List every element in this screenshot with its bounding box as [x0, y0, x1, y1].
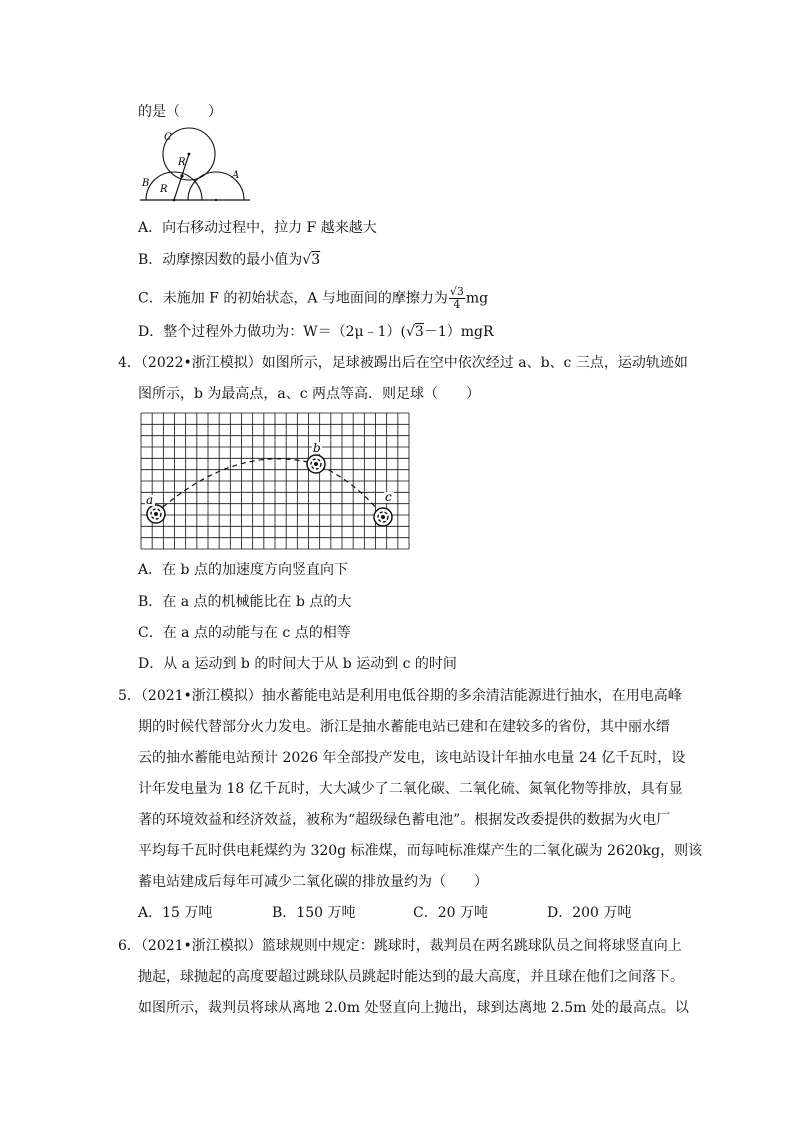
q5-stem-line7: 蓄电站建成后每年可减少二氧化碳的排放量约为（ ）: [138, 874, 488, 890]
q5-choices: [138, 902, 658, 922]
q5-choice-d: D．200 万吨: [547, 905, 632, 921]
label-r-top: R: [178, 157, 186, 168]
q3-option-b-sqrt: 3: [311, 252, 321, 268]
q3-option-b: B．动摩擦因数的最小值为√3: [138, 252, 321, 268]
q3-option-c-unit: mg: [465, 290, 489, 307]
q4-option-d: D．从 a 运动到 b 的时间大于从 b 运动到 c 的时间: [138, 656, 457, 672]
q3-option-d-sqrt: 3: [414, 324, 424, 340]
q3-stem-tail: 的是（ ）: [138, 104, 222, 120]
label-a: A: [232, 170, 240, 181]
q5-stem-line2: 期的时候代替部分火力发电。浙江是抽水蓄能电站已建和在建较多的省份，其中丽水缙: [138, 719, 670, 735]
q5-stem-line1: 5．（2021•浙江模拟）抽水蓄能电站是利用电低谷期的多余清洁能源进行抽水，在用电高峰: [118, 688, 682, 704]
q4-stem-line2: 图所示，b 为最高点，a、c 两点等高．则足球（ ）: [138, 386, 481, 402]
q4-stem-line1: 4．（2022•浙江模拟）如图所示，足球被踢出后在空中依次经过 a、b、c 三点，运动轨迹如: [118, 355, 688, 371]
ball-a-icon: [147, 505, 165, 523]
q3-option-c-fraction: $\frac{√3}{4}$: [449, 285, 464, 311]
q5-stem-line5: 著的环境效益和经济效益，被称为“超级绿色蓄电池”。根据发改委提供的数据为火电厂: [138, 812, 671, 828]
point-label-c: c: [385, 490, 392, 504]
trajectory-path: [156, 459, 383, 516]
q4-option-b: B．在 a 点的机械能比在 b 点的大: [138, 594, 352, 610]
point-label-a: a: [146, 493, 154, 507]
q3-option-d-text: D．整个过程外力做功为：W＝（2μ﹣1）(: [138, 324, 406, 340]
q3-option-c-text: C．未施加 F 的初始状态，A 与地面间的摩擦力为: [138, 290, 448, 307]
q3-option-c: [138, 286, 488, 311]
q6-stem-line1: 6．（2021•浙江模拟）篮球规则中规定：跳球时，裁判员在两名跳球队员之间将球竖直向上: [118, 938, 682, 954]
ball-b-icon: [307, 455, 325, 473]
q3-option-d-tail: －1）mgR: [423, 324, 494, 340]
q5-choice-a: A．15 万吨: [138, 905, 213, 921]
grid: [141, 413, 409, 549]
point-label-b: b: [313, 441, 321, 455]
q5-choice-c: C．20 万吨: [413, 905, 488, 921]
q4-trajectory-figure: [140, 412, 410, 552]
q6-stem-line3: 如图所示，裁判员将球从离地 2.0m 处竖直向上抛出，球到达离地 2.5m 处的最高点。以: [138, 1000, 689, 1016]
label-b: B: [142, 178, 150, 189]
q5-choice-b: B．150 万吨: [272, 905, 356, 921]
q4-option-a: A．在 b 点的加速度方向竖直向下: [138, 562, 348, 578]
q4-option-c: C．在 a 点的动能与在 c 点的相等: [138, 625, 351, 641]
q5-stem-line4: 计年发电量为 18 亿千瓦时，大大减少了二氧化碳、二氧化硫、氮氧化物等排放，具有显: [138, 781, 683, 797]
q3-option-b-text: B．动摩擦因数的最小值为: [138, 252, 303, 268]
q6-stem-line2: 抛起，球抛起的高度要超过跳球队员跳起时能达到的最大高度，并且球在他们之间落下。: [138, 969, 684, 985]
label-c: C: [164, 132, 172, 143]
ball-c-icon: [374, 508, 392, 526]
label-r-bottom: R: [160, 184, 168, 195]
q3-option-a: A．向右移动过程中，拉力 F 越来越大: [138, 220, 377, 236]
q5-stem-line3: 云的抽水蓄能电站预计 2026 年全部投产发电，该电站设计年抽水电量 24 亿千瓦时，设: [138, 750, 686, 766]
q3-option-d: D．整个过程外力做功为：W＝（2μ﹣1）(√3－1）mgR: [138, 324, 494, 340]
q3-figure: [138, 126, 254, 206]
q5-stem-line6: 平均每千瓦时供电耗煤约为 320g 标准煤，而每吨标准煤产生的二氧化碳为 2620kg，则该: [138, 843, 703, 859]
